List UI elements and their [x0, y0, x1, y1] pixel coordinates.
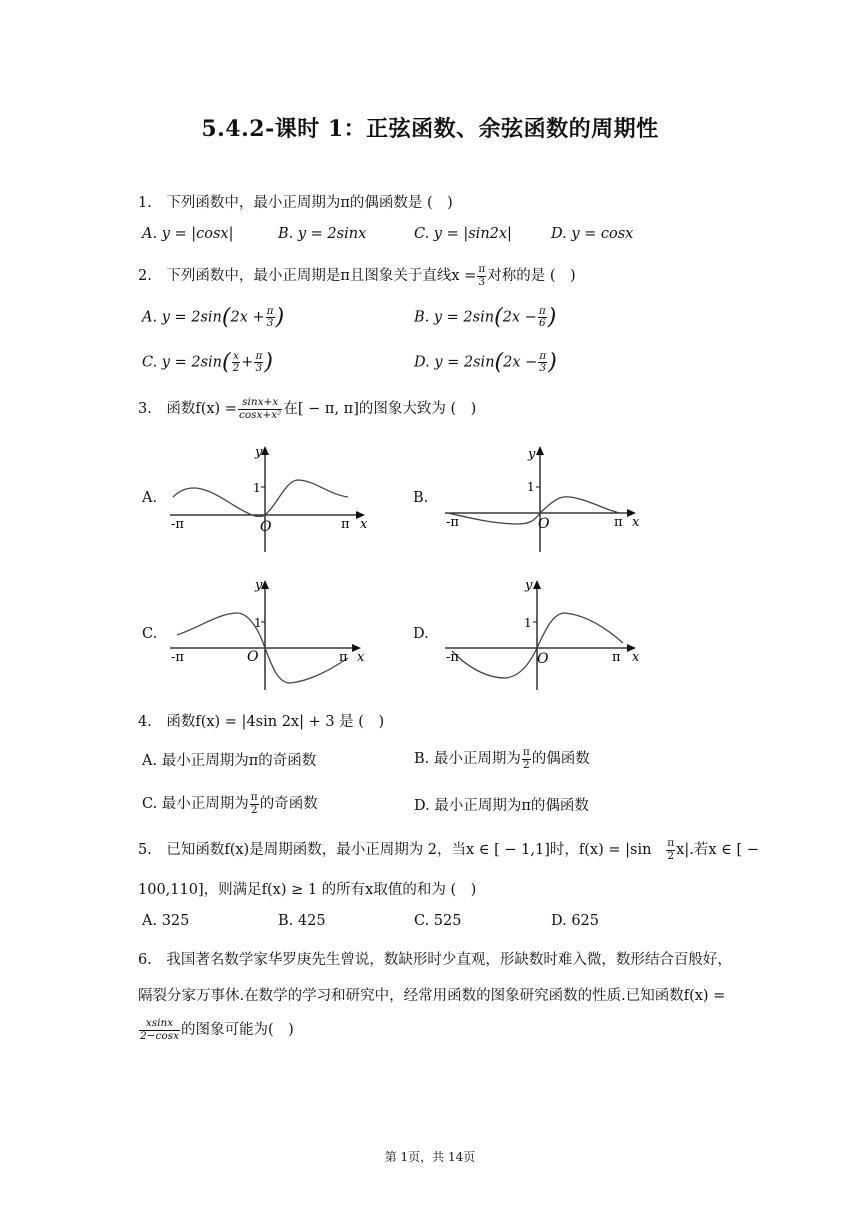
svg-text:π: π — [612, 650, 621, 665]
q4-option-c: C. 最小正周期为 $\frac{\pi}{2}$ 的奇函数 — [142, 791, 318, 816]
q6-line3: $\frac{xsinx}{2-\cos x}$ 的图象可能为( ) — [140, 1017, 294, 1042]
q1-stem: 1. 下列函数中，最小正周期为π的偶函数是 ( ) — [138, 195, 453, 211]
q4-option-a: A. 最小正周期为π的奇函数 — [142, 753, 317, 769]
svg-text:y: y — [255, 445, 263, 460]
q5-option-a: A. 325 — [142, 913, 190, 929]
svg-text:-π: -π — [446, 515, 459, 530]
q3-option-d-label: D. — [413, 626, 429, 642]
q2-option-b: B. y = 2sin(2x − $\frac{\pi}{6}$ ) — [414, 304, 557, 330]
svg-text:π: π — [339, 650, 348, 665]
svg-text:x: x — [632, 650, 640, 665]
q4-option-b: B. 最小正周期为 $\frac{\pi}{2}$ 的偶函数 — [414, 746, 590, 771]
q3-graph-a — [165, 440, 380, 555]
svg-text:O: O — [260, 519, 272, 535]
q2-option-d: D. y = 2sin(2x − $\frac{\pi}{3}$ ) — [414, 349, 557, 375]
svg-text:x: x — [632, 515, 640, 530]
q4-option-d: D. 最小正周期为π的偶函数 — [414, 798, 589, 814]
svg-text:-π: -π — [171, 517, 184, 532]
q5-option-b: B. 425 — [278, 913, 326, 929]
svg-text:1: 1 — [524, 616, 532, 630]
q1-option-c: C. y = |sin2x| — [414, 226, 512, 242]
svg-text:y: y — [528, 447, 536, 462]
q2-option-a: A. y = 2sin(2x + $\frac{\pi}{3}$ ) — [142, 304, 285, 330]
q3-graph-d — [440, 575, 655, 693]
svg-text:-π: -π — [171, 650, 184, 665]
page-title: 5.4.2-课时 1：正弦函数、余弦函数的周期性 — [201, 116, 659, 142]
svg-text:O: O — [538, 516, 550, 532]
q3-stem: 3. 函数f(x) = $\frac{\sin x+x}{\text{cosx+x²}}$ 在[ − π, π]的图象大致为 ( ) — [138, 396, 477, 421]
q1-option-b: B. y = 2sinx — [278, 226, 367, 242]
q3-option-b-label: B. — [413, 490, 429, 506]
svg-text:x: x — [360, 517, 368, 532]
svg-text:O: O — [537, 651, 549, 667]
q4-stem: 4. 函数f(x) = |4sin 2x| + 3 是 ( ) — [138, 714, 385, 730]
q5-option-d: D. 625 — [551, 913, 600, 929]
svg-text:-π: -π — [446, 650, 459, 665]
svg-text:1: 1 — [254, 616, 262, 630]
q5-line2: 100,110]，则满足f(x) ≥ 1 的所有x取值的和为 ( ) — [138, 882, 477, 898]
q2-stem: 2. 下列函数中，最小正周期是π且图象关于直线x = $\frac{\pi}{3}$ 对称的是 ( ) — [138, 263, 576, 288]
svg-text:1: 1 — [253, 481, 261, 495]
q6-line2: 隔裂分家万事休.在数学的学习和研究中，经常用函数的图象研究函数的性质.已知函数f(x) = — [138, 988, 726, 1004]
q6-line1: 6. 我国著名数学家华罗庚先生曾说，数缺形时少直观，形缺数时难入微，数形结合百般好， — [138, 952, 732, 968]
q3-graph-c — [165, 575, 380, 693]
svg-text:y: y — [525, 578, 533, 593]
q3-option-a-label: A. — [142, 490, 158, 506]
q5-option-c: C. 525 — [414, 913, 462, 929]
svg-text:x: x — [357, 650, 365, 665]
svg-text:O: O — [247, 649, 259, 665]
q1-option-d: D. y = cosx — [551, 226, 634, 242]
q3-option-c-label: C. — [142, 626, 158, 642]
page-footer: 第 1页，共 14页 — [384, 1150, 476, 1164]
q3-graph-b — [440, 440, 655, 555]
q2-option-c: C. y = 2sin( $\frac{x}{2}$ + $\frac{\pi}{3}$ ) — [142, 349, 273, 375]
svg-text:1: 1 — [527, 480, 535, 494]
svg-text:π: π — [614, 515, 623, 530]
svg-text:y: y — [255, 578, 263, 593]
q1-option-a: A. y = |cosx| — [142, 226, 234, 242]
svg-text:π: π — [341, 517, 350, 532]
q5-line1: 5. 已知函数f(x)是周期函数，最小正周期为 2，当x ∈ [ − 1,1]时，f(x) = |sin $\frac{\pi}{2}$ x|.若x ∈ [ − — [138, 837, 759, 862]
